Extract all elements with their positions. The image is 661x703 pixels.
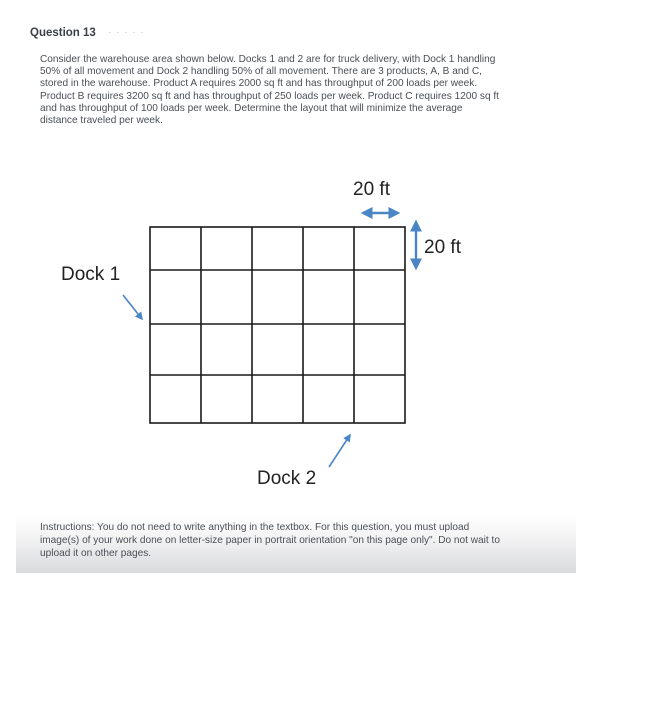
warehouse-diagram [16,14,576,514]
upload-instructions: Instructions: You do not need to write anything in the textbox. For this question, you must upload image(s) of your work done on letter-size paper in portrait orientation "on this page only". Do not wait to upload it on other pages. [40,522,500,560]
question-title-dots: · · · · · [108,27,145,38]
dock-2-arrow-icon [329,435,350,467]
question-prompt: Consider the warehouse area shown below. Docks 1 and 2 are for truck delivery, with Dock 1 handling 50% of all movement and Dock 2 handling 50% of all movement. There are 3 products, A, B and C, stored in the warehouse. Product A requires 2000 sq ft and has throughput of 200 loads per week. Product B requires 3200 sq ft and has throughput of 250 loads per week. Product C requires 1200 sq ft and has throughput of 100 loads per week. Determine the layout that will minimize the average distance traveled per week. [40,54,499,127]
dock-2-label: Dock 2 [257,468,317,489]
dock-1-label: Dock 1 [61,264,121,285]
grid-border [150,227,405,423]
warehouse-grid [150,227,405,423]
dock-1-arrow-icon [123,295,142,319]
height-dimension-label: 20 ft [424,237,461,258]
question-panel [16,14,576,573]
width-dimension-label: 20 ft [353,179,390,200]
question-title: Question 13 [30,27,96,39]
